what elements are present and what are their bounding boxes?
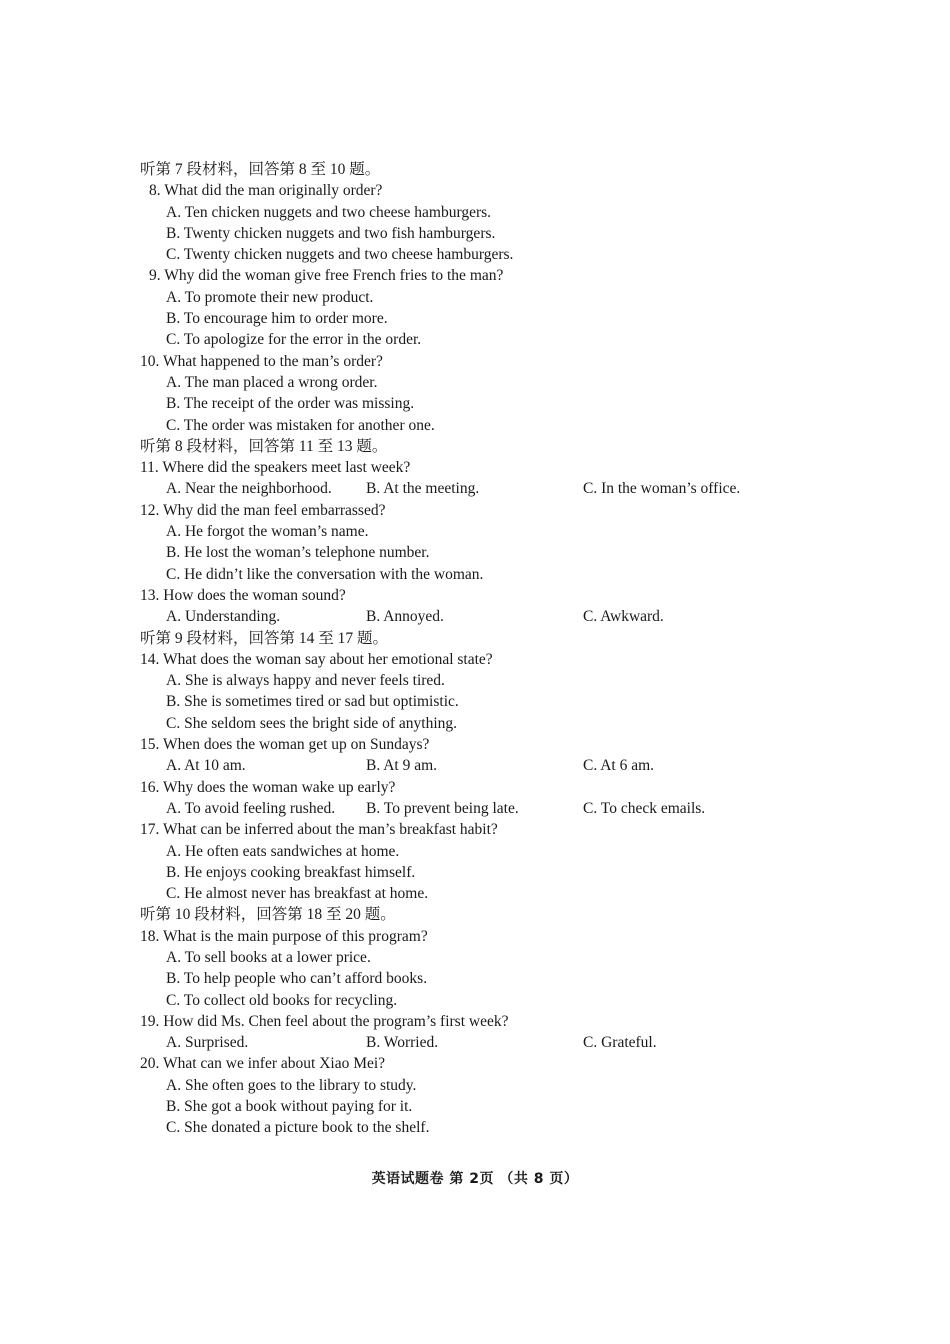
answer-option: A. To promote their new product. — [166, 288, 374, 306]
option-row — [140, 478, 840, 499]
answer-option: B. At the meeting. — [366, 480, 480, 498]
section-header: 听第 7 段材料，回答第 8 至 10 题。 — [140, 161, 381, 178]
question-stem: 12. Why did the man feel embarrassed? — [140, 501, 386, 519]
answer-option: A. The man placed a wrong order. — [166, 373, 378, 391]
answer-option: B. Annoyed. — [366, 608, 444, 626]
answer-option: A. He often eats sandwiches at home. — [166, 842, 400, 860]
answer-option: C. To apologize for the error in the order. — [166, 331, 422, 349]
answer-option: C. To check emails. — [583, 799, 706, 817]
answer-option: C. He almost never has breakfast at home. — [166, 885, 429, 903]
answer-option: C. In the woman’s office. — [583, 480, 741, 498]
question-stem: 14. What does the woman say about her emotional state? — [140, 650, 493, 668]
option-row — [140, 755, 840, 776]
answer-option: C. Awkward. — [583, 608, 664, 626]
answer-option: B. At 9 am. — [366, 757, 438, 775]
question-stem: 20. What can we infer about Xiao Mei? — [140, 1055, 386, 1073]
answer-option: C. At 6 am. — [583, 757, 655, 775]
answer-option: B. To prevent being late. — [366, 799, 519, 817]
option-row — [140, 1032, 840, 1053]
answer-option: B. She is sometimes tired or sad but optimistic. — [166, 693, 459, 711]
answer-option: B. Twenty chicken nuggets and two fish hamburgers. — [166, 224, 496, 242]
option-row — [140, 798, 840, 819]
question-stem: 17. What can be inferred about the man’s breakfast habit? — [140, 821, 498, 839]
question-stem: 13. How does the woman sound? — [140, 586, 346, 604]
option-row — [140, 606, 840, 627]
answer-option: A. Surprised. — [166, 1034, 249, 1052]
page-footer: 英语试题卷 第 2页 （共 8 页） — [371, 1171, 579, 1187]
question-stem: 9. Why did the woman give free French fries to the man? — [149, 267, 504, 285]
answer-option: B. To help people who can’t afford books. — [166, 970, 428, 988]
answer-option: B. He enjoys cooking breakfast himself. — [166, 863, 416, 881]
question-stem: 10. What happened to the man’s order? — [140, 352, 383, 370]
section-header: 听第 10 段材料，回答第 18 至 20 题。 — [140, 906, 396, 924]
answer-option: A. At 10 am. — [166, 757, 246, 775]
question-stem: 15. When does the woman get up on Sundays? — [140, 736, 430, 754]
question-stem: 11. Where did the speakers meet last week? — [140, 459, 411, 477]
question-stem: 16. Why does the woman wake up early? — [140, 778, 396, 796]
section-header: 听第 8 段材料，回答第 11 至 13 题。 — [140, 437, 388, 455]
answer-option: A. She is always happy and never feels tired. — [166, 672, 445, 690]
answer-option: B. He lost the woman’s telephone number. — [166, 544, 430, 562]
answer-option: C. She seldom sees the bright side of anything. — [166, 714, 458, 732]
question-stem: 8. What did the man originally order? — [149, 182, 383, 200]
answer-option: C. To collect old books for recycling. — [166, 991, 398, 1009]
answer-option: C. She donated a picture book to the shelf. — [166, 1119, 430, 1137]
question-stem: 19. How did Ms. Chen feel about the program’s first week? — [140, 1012, 509, 1030]
answer-option: B. Worried. — [366, 1034, 439, 1052]
section-header: 听第 9 段材料，回答第 14 至 17 题。 — [140, 629, 389, 647]
answer-option: A. Understanding. — [166, 608, 281, 626]
question-list — [140, 159, 840, 1139]
answer-option: B. To encourage him to order more. — [166, 310, 388, 328]
answer-option: B. The receipt of the order was missing. — [166, 395, 415, 413]
answer-option: A. To avoid feeling rushed. — [166, 799, 336, 817]
question-stem: 18. What is the main purpose of this program? — [140, 927, 428, 945]
answer-option: A. He forgot the woman’s name. — [166, 523, 369, 541]
answer-option: A. Near the neighborhood. — [166, 480, 332, 498]
answer-option: C. Grateful. — [583, 1034, 657, 1052]
answer-option: C. Twenty chicken nuggets and two cheese hamburgers. — [166, 246, 514, 264]
answer-option: B. She got a book without paying for it. — [166, 1098, 413, 1116]
answer-option: C. The order was mistaken for another one. — [166, 416, 435, 434]
answer-option: A. Ten chicken nuggets and two cheese hamburgers. — [166, 203, 492, 221]
answer-option: C. He didn’t like the conversation with the woman. — [166, 565, 484, 583]
answer-option: A. To sell books at a lower price. — [166, 948, 371, 966]
answer-option: A. She often goes to the library to study. — [166, 1076, 417, 1094]
